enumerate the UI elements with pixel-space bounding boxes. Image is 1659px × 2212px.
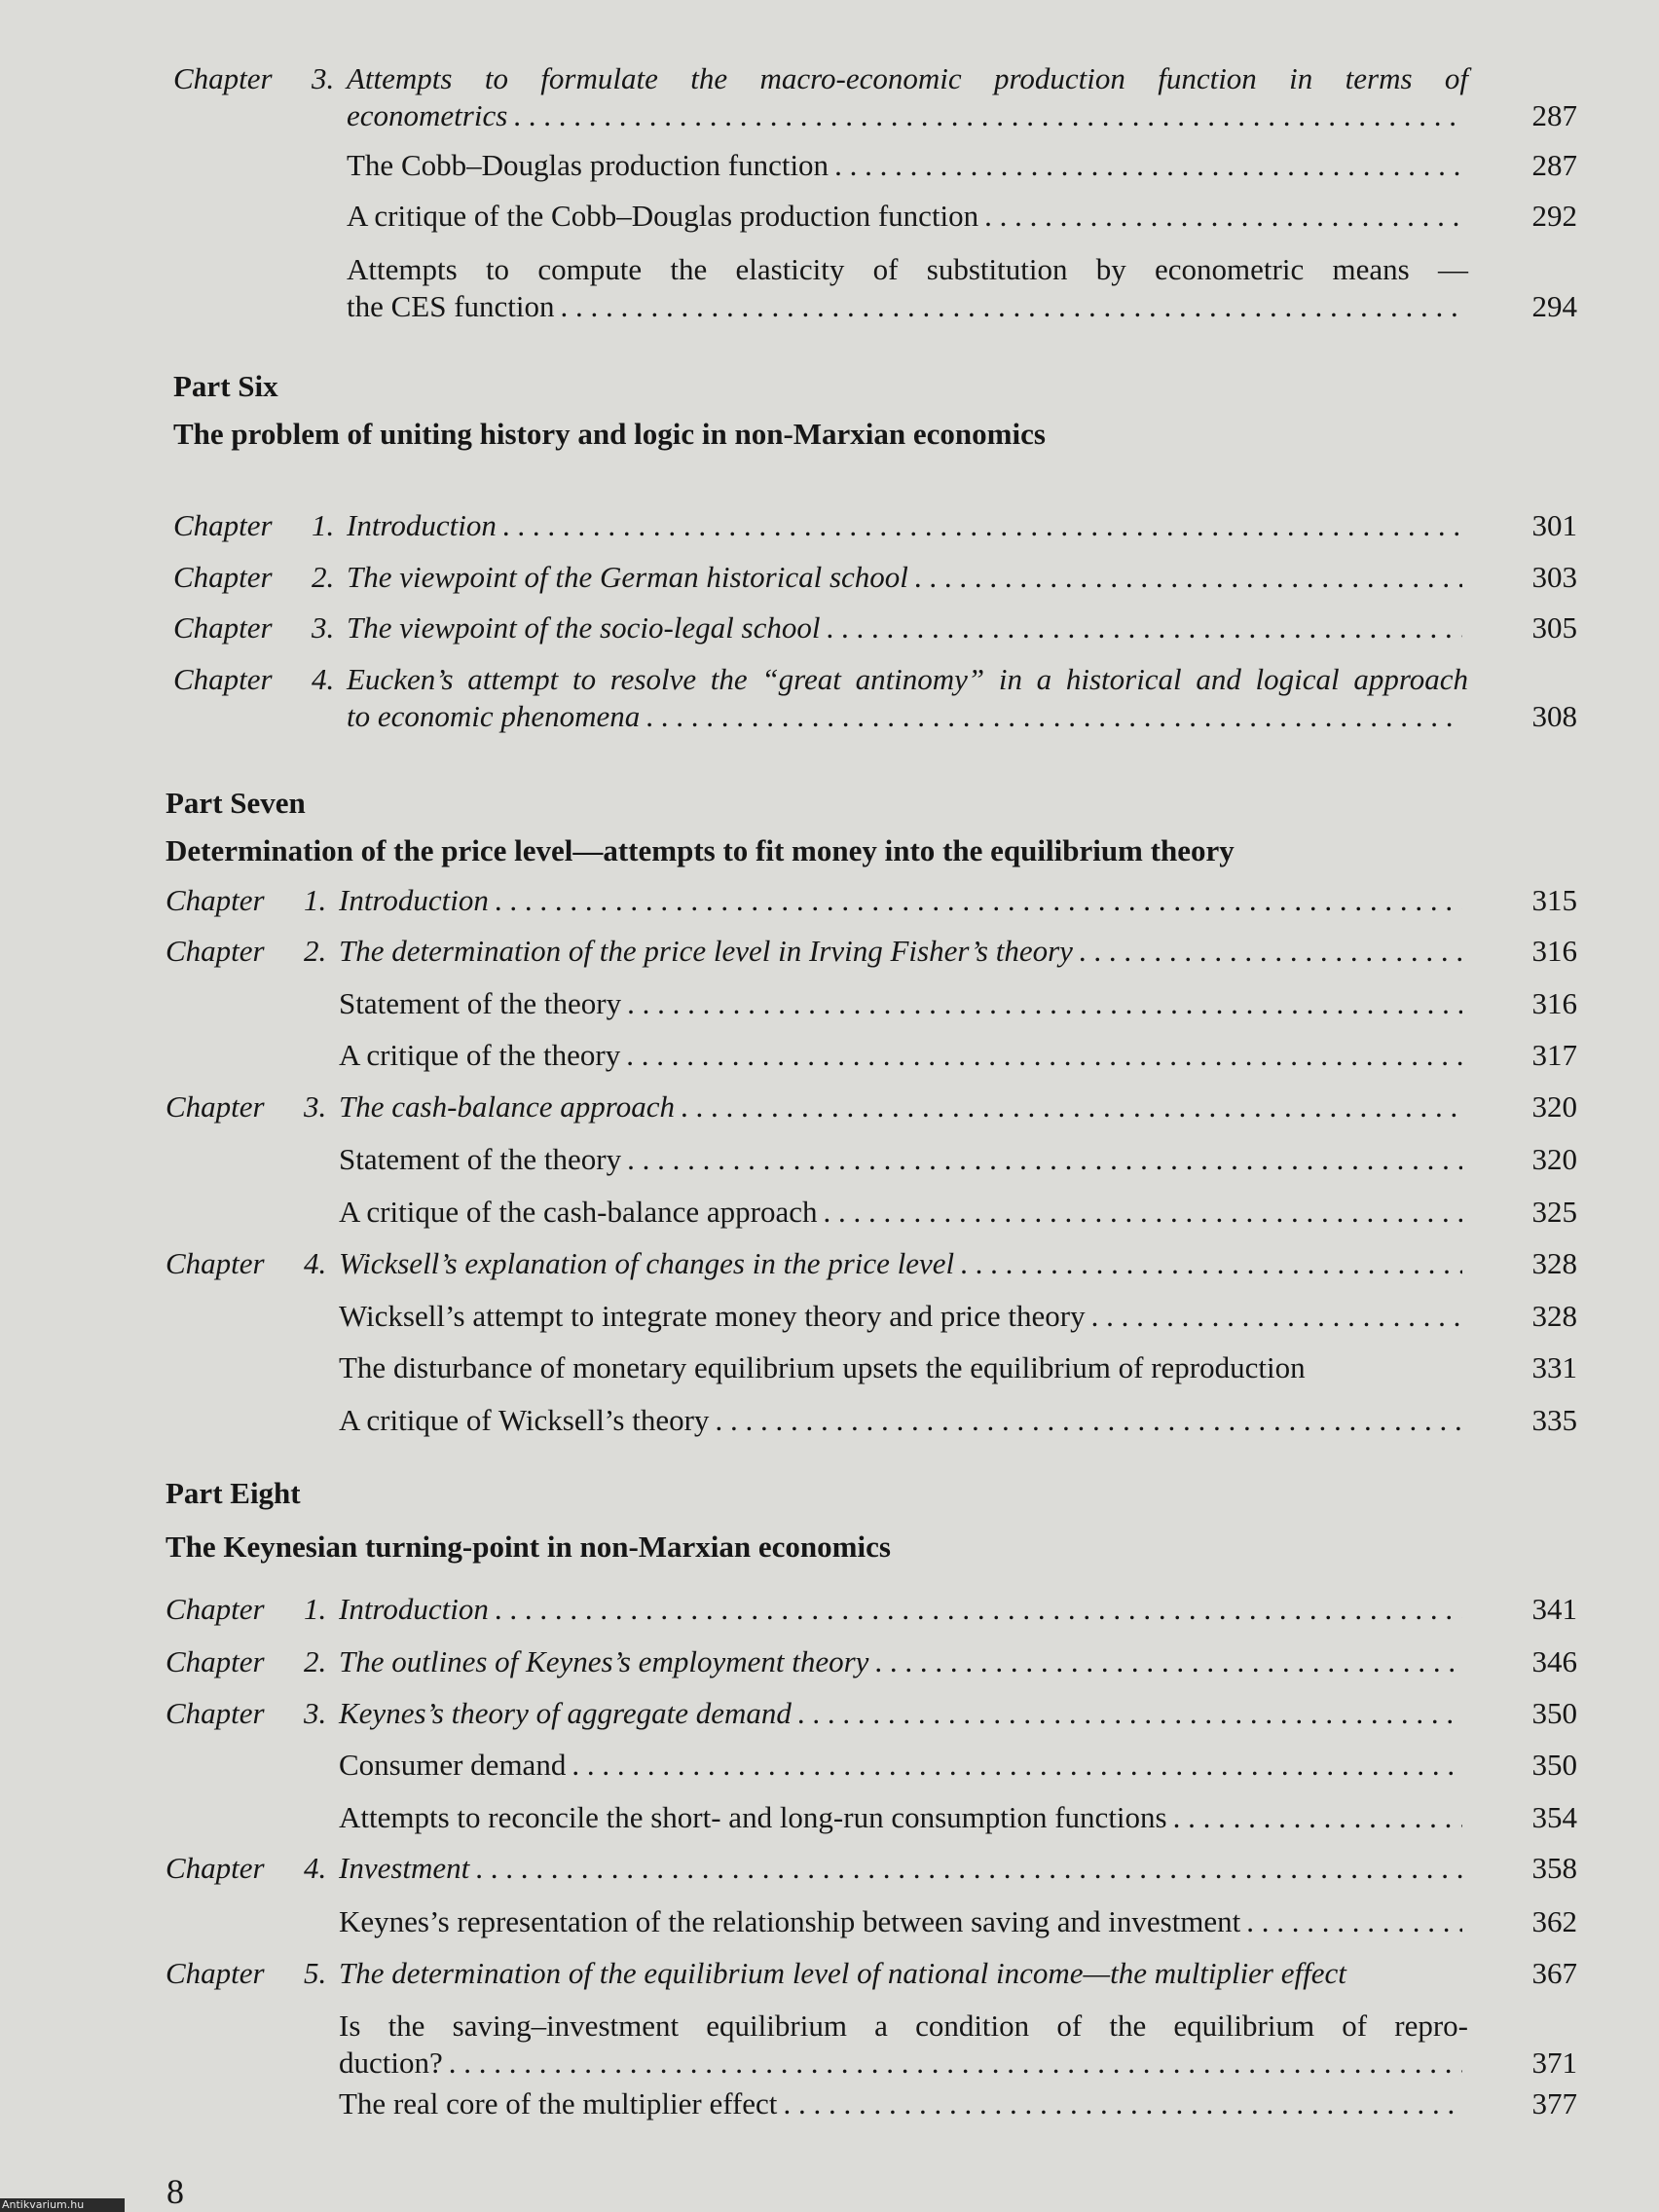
page-ref: 350 [1531, 1748, 1577, 1782]
page-ref: 287 [1531, 148, 1577, 182]
section-title: The disturbance of monetary equilibrium upsets the equilibrium of reproduction [339, 1350, 1306, 1384]
chapter-title: Wicksell’s explanation of changes in the price level [339, 1246, 955, 1280]
section-title: A critique of the Cobb–Douglas production function [347, 199, 979, 233]
page-ref: 328 [1531, 1246, 1577, 1280]
chapter-number: 1. [304, 1592, 327, 1626]
dot-leader [495, 882, 1462, 919]
toc-chapter-entry[interactable] [166, 1955, 1468, 1992]
toc-section-entry[interactable] [347, 288, 1468, 325]
page-ref: 315 [1531, 883, 1577, 917]
dot-leader [797, 1695, 1462, 1732]
toc-section-entry[interactable] [339, 1402, 1468, 1439]
chapter-label: Chapter [173, 560, 273, 594]
dot-leader [626, 1037, 1462, 1074]
toc-section-entry[interactable] [347, 147, 1468, 184]
section-title: Keynes’s representation of the relationship between saving and investment [339, 1904, 1241, 1938]
toc-section-entry[interactable] [339, 1298, 1468, 1335]
chapter-label: Chapter [166, 1089, 265, 1124]
page-ref: 346 [1531, 1644, 1577, 1678]
dot-leader [834, 147, 1462, 184]
page-ref: 301 [1531, 508, 1577, 542]
dot-leader [783, 2085, 1462, 2122]
page-ref: 350 [1531, 1696, 1577, 1730]
dot-leader [475, 1850, 1462, 1887]
chapter-title: econometrics [347, 98, 508, 132]
page-ref: 325 [1531, 1195, 1577, 1229]
chapter-number: 3. [304, 1089, 327, 1124]
toc-section-entry[interactable] [339, 1141, 1468, 1178]
toc-chapter-entry[interactable] [173, 507, 1468, 544]
page-ref: 294 [1531, 289, 1577, 323]
dot-leader [571, 1747, 1462, 1784]
toc-chapter-entry[interactable] [166, 882, 1468, 919]
section-title: Attempts to reconcile the short- and long-run consumption functions [339, 1800, 1167, 1834]
chapter-number: 5. [304, 1956, 327, 1990]
chapter-label: Chapter [173, 662, 273, 696]
toc-section-entry[interactable] [347, 198, 1468, 235]
section-title: The real core of the multiplier effect [339, 2086, 778, 2120]
dot-leader [627, 1141, 1462, 1178]
section-title: Statement of the theory [339, 986, 622, 1020]
chapter-label: Chapter [166, 1851, 265, 1885]
chapter-title: Investment [339, 1851, 470, 1885]
chapter-title: Introduction [339, 1592, 489, 1626]
page-ref: 287 [1531, 98, 1577, 132]
chapter-label: Chapter [166, 1592, 265, 1626]
toc-chapter-entry[interactable] [347, 698, 1468, 735]
page-ref: 308 [1531, 699, 1577, 733]
chapter-number: 4. [304, 1246, 327, 1280]
toc-chapter-entry[interactable] [166, 1088, 1468, 1125]
chapter-number: 3. [304, 1696, 327, 1730]
toc-section-entry[interactable] [339, 2085, 1468, 2122]
dot-leader [874, 1643, 1462, 1680]
chapter-title: Keynes’s theory of aggregate demand [339, 1696, 792, 1730]
page-ref: 316 [1531, 986, 1577, 1020]
toc-section-entry[interactable] [339, 1747, 1468, 1784]
chapter-number: 2. [304, 1644, 327, 1678]
chapter-label: Chapter [166, 934, 265, 968]
toc-chapter-entry[interactable] [173, 609, 1468, 646]
chapter-title: The viewpoint of the German historical school [347, 560, 908, 594]
page-number: 8 [166, 2172, 184, 2211]
chapter-title-line: Attempts to formulate the macro-economic production function in terms of [347, 61, 1468, 95]
toc-section-entry[interactable] [339, 1194, 1468, 1231]
dot-leader [826, 609, 1462, 646]
chapter-number: 2. [312, 560, 335, 594]
section-title-line: Is the saving–investment equilibrium a condition of the equilibrium of repro- [339, 2009, 1468, 2043]
dot-leader [681, 1088, 1462, 1125]
chapter-title: Introduction [347, 508, 497, 542]
page-ref: 377 [1531, 2086, 1577, 2120]
watermark: Antikvarium.hu [0, 2198, 125, 2212]
dot-leader [502, 507, 1462, 544]
toc-chapter-entry[interactable] [166, 1643, 1468, 1680]
section-title: A critique of the theory [339, 1038, 621, 1072]
section-title: the CES function [347, 289, 555, 323]
chapter-label: Chapter [173, 61, 273, 95]
section-title: The Cobb–Douglas production function [347, 148, 830, 182]
page-ref: 303 [1531, 560, 1577, 594]
section-title: Wicksell’s attempt to integrate money theory and price theory [339, 1299, 1086, 1333]
dot-leader [645, 698, 1462, 735]
page-ref: 320 [1531, 1142, 1577, 1176]
chapter-number: 3. [312, 610, 335, 645]
page-ref: 362 [1531, 1904, 1577, 1938]
section-title: A critique of the cash-balance approach [339, 1195, 818, 1229]
dot-leader [561, 288, 1462, 325]
page-ref: 317 [1531, 1038, 1577, 1072]
toc-chapter-entry[interactable] [166, 1245, 1468, 1282]
dot-leader [513, 97, 1462, 134]
page-ref: 354 [1531, 1800, 1577, 1834]
dot-leader [495, 1591, 1462, 1628]
page-ref: 331 [1531, 1350, 1577, 1384]
dot-leader [627, 985, 1462, 1022]
part-title: The Keynesian turning-point in non-Marxian economics [166, 1530, 891, 1564]
chapter-number: 3. [312, 61, 335, 95]
chapter-label: Chapter [166, 1696, 265, 1730]
section-title: Consumer demand [339, 1748, 567, 1782]
toc-section-entry[interactable] [339, 985, 1468, 1022]
chapter-title: The viewpoint of the socio-legal school [347, 610, 821, 645]
dot-leader [1091, 1298, 1462, 1335]
dot-leader [715, 1402, 1462, 1439]
toc-chapter-entry[interactable] [347, 97, 1468, 134]
dot-leader [449, 2045, 1462, 2082]
page-ref: 367 [1531, 1956, 1577, 1990]
page-ref: 305 [1531, 610, 1577, 645]
section-title-line: Attempts to compute the elasticity of substitution by econometric means — [347, 252, 1468, 286]
dot-leader [1173, 1799, 1462, 1836]
chapter-title: The outlines of Keynes’s employment theory [339, 1644, 869, 1678]
chapter-number: 4. [312, 662, 335, 696]
dot-leader [823, 1194, 1462, 1231]
chapter-title: Introduction [339, 883, 489, 917]
chapter-title: The cash-balance approach [339, 1089, 675, 1124]
dot-leader [960, 1245, 1462, 1282]
page-ref: 341 [1531, 1592, 1577, 1626]
page-ref: 328 [1531, 1299, 1577, 1333]
chapter-label: Chapter [166, 883, 265, 917]
page-ref: 292 [1531, 199, 1577, 233]
section-title: A critique of Wicksell’s theory [339, 1403, 710, 1437]
part-heading: Part Six [173, 369, 278, 403]
dot-leader [914, 559, 1462, 596]
toc-chapter-entry[interactable] [173, 559, 1468, 596]
chapter-label: Chapter [173, 610, 273, 645]
chapter-label: Chapter [166, 1956, 265, 1990]
page-ref: 358 [1531, 1851, 1577, 1885]
chapter-label: Chapter [166, 1246, 265, 1280]
section-title: duction? [339, 2046, 443, 2080]
chapter-number: 2. [304, 934, 327, 968]
chapter-label: Chapter [166, 1644, 265, 1678]
chapter-number: 1. [312, 508, 335, 542]
page-ref: 371 [1531, 2046, 1577, 2080]
page-ref: 335 [1531, 1403, 1577, 1437]
dot-leader [1079, 933, 1462, 970]
toc-chapter-entry[interactable] [166, 933, 1468, 970]
toc-section-entry[interactable] [339, 1349, 1468, 1386]
section-title: Statement of the theory [339, 1142, 622, 1176]
page-ref: 320 [1531, 1089, 1577, 1124]
chapter-title: The determination of the equilibrium level of national income—the multiplier effect [339, 1956, 1346, 1990]
toc-section-entry[interactable] [339, 2045, 1468, 2082]
part-heading: Part Seven [166, 786, 306, 820]
dot-leader [1246, 1903, 1462, 1940]
dot-leader [984, 198, 1462, 235]
toc-chapter-entry[interactable] [166, 1850, 1468, 1887]
toc-chapter-entry[interactable] [166, 1695, 1468, 1732]
toc-chapter-entry[interactable] [166, 1591, 1468, 1628]
toc-section-entry[interactable] [339, 1037, 1468, 1074]
chapter-title-line: Eucken’s attempt to resolve the “great antinomy” in a historical and logical approach [347, 662, 1468, 696]
toc-section-entry[interactable] [339, 1799, 1468, 1836]
chapter-title: The determination of the price level in Irving Fisher’s theory [339, 934, 1073, 968]
chapter-number: 4. [304, 1851, 327, 1885]
part-title: The problem of uniting history and logic in non-Marxian economics [173, 417, 1046, 451]
part-title: Determination of the price level—attempts to fit money into the equilibrium theory [166, 833, 1235, 867]
chapter-title: to economic phenomena [347, 699, 641, 733]
toc-section-entry[interactable] [339, 1903, 1468, 1940]
chapter-number: 1. [304, 883, 327, 917]
page-ref: 316 [1531, 934, 1577, 968]
chapter-label: Chapter [173, 508, 273, 542]
part-heading: Part Eight [166, 1476, 301, 1510]
